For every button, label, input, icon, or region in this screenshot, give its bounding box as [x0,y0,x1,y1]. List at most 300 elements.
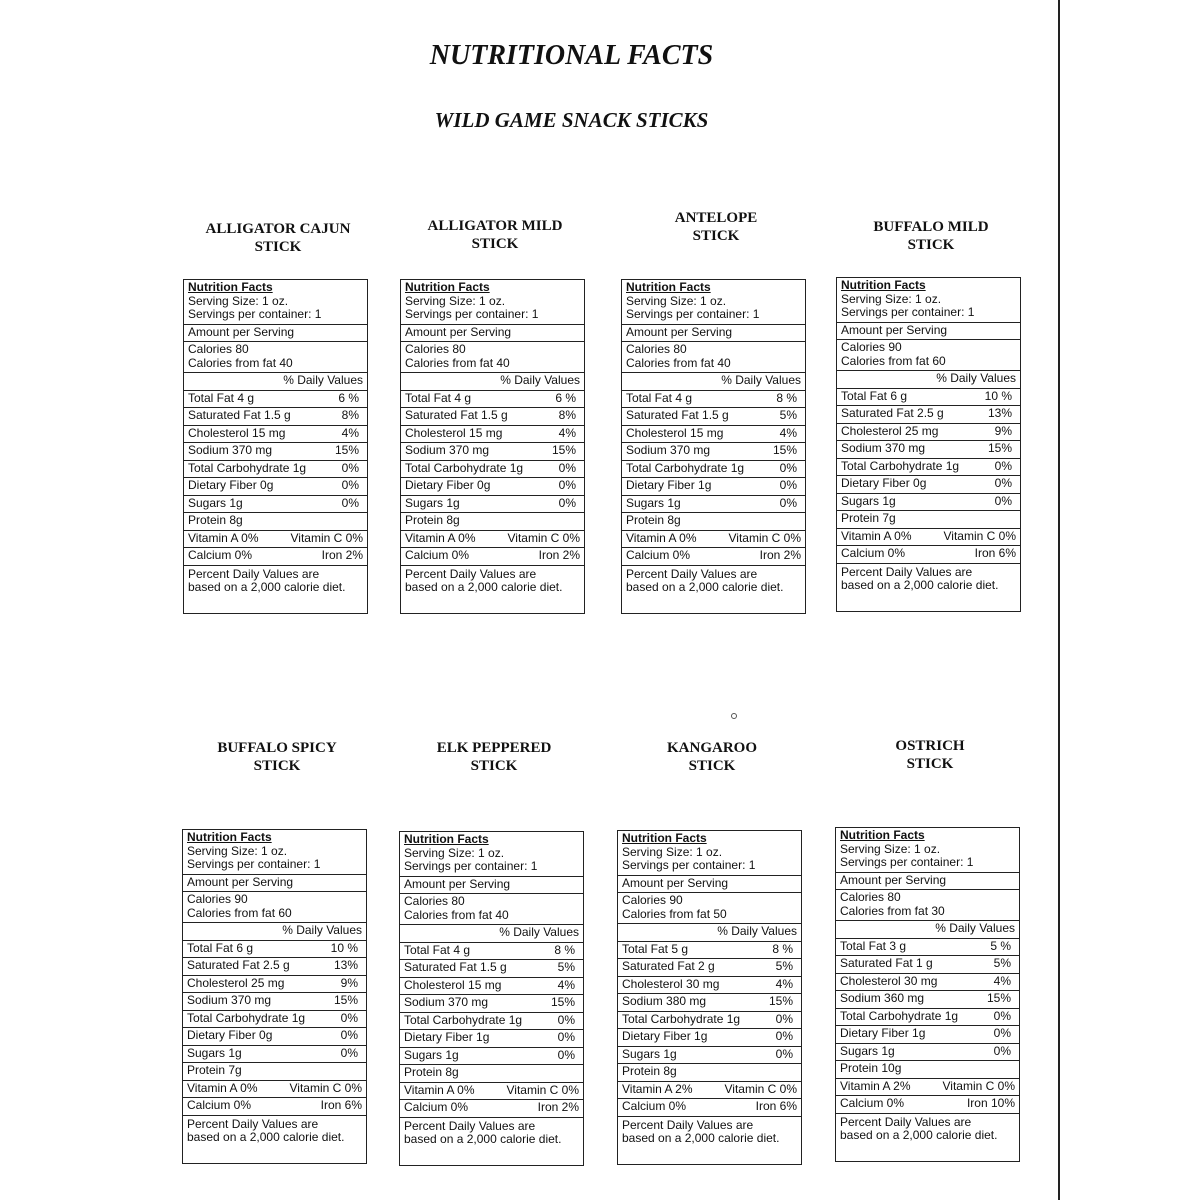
carbohydrate: Total Carbohydrate 1g [187,1010,306,1025]
nutrition-label [183,279,368,614]
saturated-fat-pct: 5% [779,408,797,422]
total-fat-pct: 6 % [555,390,576,405]
sodium-pct: 15% [550,995,575,1009]
protein: Protein 8g [622,512,805,530]
servings-per-container: Servings per container: 1 [405,307,539,321]
serving-size: Serving Size: 1 oz. [187,843,288,858]
fiber-row [836,1025,1019,1043]
vitamins-row [401,530,584,548]
cholesterol-pct: 4% [557,977,575,992]
saturated-fat: Saturated Fat 1 g [840,956,933,970]
cholesterol-pct: 4% [993,973,1011,988]
cholesterol: Cholesterol 25 mg [841,423,939,438]
product-name [597,739,827,775]
fiber: Dietary Fiber 0g [187,1028,273,1042]
footer-line2: based on a 2,000 calorie diet. [626,580,784,594]
product-name [380,217,610,253]
label-footer [183,1115,366,1163]
servings-per-container: Servings per container: 1 [626,307,760,321]
product-name-line2: STICK [470,758,518,774]
fiber-pct: 0% [558,478,576,492]
carbohydrate-row [183,1010,366,1028]
total-fat: Total Fat 4 g [405,390,472,405]
sodium-row [400,994,583,1012]
cholesterol-row [401,425,584,443]
nutrition-label [182,829,367,1164]
cholesterol-row [183,975,366,993]
sodium-row [183,992,366,1010]
carbohydrate-pct: 0% [779,460,797,475]
fiber: Dietary Fiber 0g [188,478,274,492]
daily-values-header: % Daily Values [400,924,583,942]
product-name-line2: STICK [254,239,302,255]
sodium-row [618,993,801,1011]
vitamin-c: Vitamin C 0% [289,1080,362,1095]
iron: Iron 6% [320,1098,362,1112]
sugars-row [618,1046,801,1064]
total-fat-pct: 10 % [984,388,1012,403]
vitamin-a: Vitamin A 2% [840,1078,911,1093]
product-name-line2: STICK [907,237,955,253]
total-fat-row [622,390,805,408]
protein: Protein 8g [618,1063,801,1081]
footer-line2: based on a 2,000 calorie diet. [405,580,563,594]
calcium: Calcium 0% [187,1098,252,1112]
total-fat-row [836,938,1019,956]
calories: Calories 90 [841,340,902,354]
protein: Protein 7g [183,1062,366,1080]
total-fat-row [837,388,1020,406]
product-name-line1: BUFFALO SPICY [217,740,337,756]
vitamin-a: Vitamin A 0% [405,530,476,545]
sugars-row [183,1045,366,1063]
fiber: Dietary Fiber 1g [626,478,712,492]
carbohydrate-row [184,460,367,478]
carbohydrate: Total Carbohydrate 1g [404,1012,523,1027]
nutrition-label [399,831,584,1166]
saturated-fat-pct: 8% [341,408,359,422]
nutrition-label [835,827,1020,1162]
total-fat: Total Fat 4 g [188,390,255,405]
carbohydrate-pct: 0% [994,458,1012,473]
vitamin-c: Vitamin C 0% [942,1078,1015,1093]
sugars: Sugars 1g [841,493,896,508]
sodium-row [837,440,1020,458]
cholesterol-row [622,425,805,443]
carbohydrate-row [837,458,1020,476]
product-name [162,739,392,775]
cholesterol-row [836,973,1019,991]
footer-line1: Percent Daily Values are [187,1116,319,1131]
amount-per-serving: Amount per Serving [618,875,801,893]
sodium: Sodium 370 mg [404,995,489,1009]
saturated-fat-pct: 5% [993,956,1011,970]
saturated-fat-row [837,405,1020,423]
saturated-fat: Saturated Fat 1.5 g [405,408,508,422]
saturated-fat: Saturated Fat 1.5 g [404,960,507,974]
sugars: Sugars 1g [188,495,243,510]
product-name-line1: ALLIGATOR CAJUN [205,221,351,237]
page-edge-line [1058,0,1060,1200]
minerals-row [401,547,584,565]
sodium-row [184,442,367,460]
calories-from-fat: Calories from fat 30 [840,903,945,918]
vitamins-row [400,1082,583,1100]
vitamin-c: Vitamin C 0% [507,530,580,545]
fiber: Dietary Fiber 0g [841,476,927,490]
product-name [601,209,831,245]
servings-per-container: Servings per container: 1 [622,858,756,872]
fiber-pct: 0% [775,1029,793,1043]
fiber-row [401,477,584,495]
saturated-fat-pct: 13% [987,406,1012,420]
amount-per-serving: Amount per Serving [401,324,584,342]
minerals-row [836,1095,1019,1113]
label-heading: Nutrition Facts [626,280,711,294]
protein: Protein 8g [184,512,367,530]
total-fat: Total Fat 6 g [187,940,254,955]
calcium: Calcium 0% [840,1096,905,1110]
daily-values-header: % Daily Values [183,922,366,940]
calcium: Calcium 0% [188,548,253,562]
sodium: Sodium 370 mg [405,443,490,457]
saturated-fat-row [618,958,801,976]
product-name-line2: STICK [253,758,301,774]
cholesterol-pct: 4% [779,425,797,440]
amount-per-serving: Amount per Serving [837,322,1020,340]
total-fat-row [401,390,584,408]
sodium-row [401,442,584,460]
total-fat-row [183,940,366,958]
carbohydrate: Total Carbohydrate 1g [622,1011,741,1026]
calcium: Calcium 0% [622,1099,687,1113]
sugars-pct: 0% [775,1046,793,1061]
total-fat: Total Fat 4 g [626,390,693,405]
saturated-fat-row [400,959,583,977]
saturated-fat: Saturated Fat 1.5 g [188,408,291,422]
minerals-row [400,1099,583,1117]
label-heading: Nutrition Facts [622,831,707,845]
cholesterol-row [837,423,1020,441]
saturated-fat-row [184,407,367,425]
fiber-pct: 0% [779,478,797,492]
product-name-line2: STICK [906,756,954,772]
minerals-row [184,547,367,565]
fiber-pct: 0% [993,1026,1011,1040]
cholesterol: Cholesterol 15 mg [404,977,502,992]
total-fat-row [618,941,801,959]
carbohydrate-row [622,460,805,478]
calories-from-fat: Calories from fat 60 [187,905,292,920]
daily-values-header: % Daily Values [837,370,1020,388]
fiber: Dietary Fiber 0g [405,478,491,492]
footer-line2: based on a 2,000 calorie diet. [841,578,999,592]
vitamin-c: Vitamin C 0% [724,1081,797,1096]
sugars-pct: 0% [558,495,576,510]
servings-per-container: Servings per container: 1 [404,859,538,873]
label-footer [836,1113,1019,1161]
saturated-fat: Saturated Fat 1.5 g [626,408,729,422]
product-name-line1: OSTRICH [895,738,965,754]
servings-per-container: Servings per container: 1 [187,857,321,871]
sugars-row [400,1047,583,1065]
calories-from-fat: Calories from fat 50 [622,906,727,921]
carbohydrate-pct: 0% [340,1010,358,1025]
footer-line1: Percent Daily Values are [841,564,973,579]
carbohydrate-row [400,1012,583,1030]
iron: Iron 2% [321,548,363,562]
sugars: Sugars 1g [404,1047,459,1062]
total-fat-pct: 8 % [554,942,575,957]
vitamin-a: Vitamin A 0% [187,1080,258,1095]
saturated-fat-row [401,407,584,425]
sodium: Sodium 370 mg [841,441,926,455]
footer-line1: Percent Daily Values are [626,566,758,581]
vitamin-c: Vitamin C 0% [728,530,801,545]
vitamins-row [618,1081,801,1099]
document-subtitle: WILD GAME SNACK STICKS [434,108,709,132]
label-footer [622,565,805,613]
product-name-line1: ANTELOPE [674,210,758,226]
carbohydrate-row [836,1008,1019,1026]
sugars: Sugars 1g [626,495,681,510]
vitamin-c: Vitamin C 0% [943,528,1016,543]
sugars-row [622,495,805,513]
total-fat: Total Fat 6 g [841,388,908,403]
iron: Iron 6% [974,546,1016,560]
carbohydrate-pct: 0% [557,1012,575,1027]
sodium: Sodium 370 mg [187,993,272,1007]
total-fat: Total Fat 3 g [840,938,907,953]
calories-from-fat: Calories from fat 40 [626,355,731,370]
sugars-pct: 0% [341,495,359,510]
product-name-line1: BUFFALO MILD [873,219,989,235]
calories: Calories 90 [187,892,248,906]
footer-line2: based on a 2,000 calorie diet. [622,1131,780,1145]
calcium: Calcium 0% [841,546,906,560]
label-heading: Nutrition Facts [840,828,925,842]
label-footer [837,563,1020,611]
product-name [163,220,393,256]
calories: Calories 90 [622,893,683,907]
carbohydrate: Total Carbohydrate 1g [840,1008,959,1023]
nutrition-label [617,830,802,1165]
product-name-line2: STICK [692,228,740,244]
carbohydrate-row [401,460,584,478]
sugars-pct: 0% [340,1045,358,1060]
carbohydrate-pct: 0% [341,460,359,475]
sodium: Sodium 380 mg [622,994,707,1008]
vitamin-a: Vitamin A 0% [188,530,259,545]
daily-values-header: % Daily Values [622,372,805,390]
amount-per-serving: Amount per Serving [183,874,366,892]
label-heading: Nutrition Facts [405,280,490,294]
sodium-pct: 15% [772,443,797,457]
fiber-row [837,475,1020,493]
footer-line2: based on a 2,000 calorie diet. [404,1132,562,1146]
scan-speck [731,713,737,719]
carbohydrate: Total Carbohydrate 1g [188,460,307,475]
calcium: Calcium 0% [405,548,470,562]
cholesterol: Cholesterol 15 mg [405,425,503,440]
vitamins-row [184,530,367,548]
carbohydrate-pct: 0% [993,1008,1011,1023]
amount-per-serving: Amount per Serving [400,876,583,894]
nutrition-label [621,279,806,614]
daily-values-header: % Daily Values [401,372,584,390]
total-fat-row [184,390,367,408]
sodium-pct: 15% [551,443,576,457]
footer-line1: Percent Daily Values are [622,1117,754,1132]
sugars-pct: 0% [993,1043,1011,1058]
footer-line1: Percent Daily Values are [840,1114,972,1129]
carbohydrate-row [618,1011,801,1029]
sodium: Sodium 360 mg [840,991,925,1005]
vitamins-row [837,528,1020,546]
carbohydrate-pct: 0% [775,1011,793,1026]
footer-line1: Percent Daily Values are [188,566,320,581]
product-name [379,739,609,775]
saturated-fat-row [183,957,366,975]
carbohydrate: Total Carbohydrate 1g [841,458,960,473]
protein: Protein 8g [400,1064,583,1082]
sugars: Sugars 1g [405,495,460,510]
serving-size: Serving Size: 1 oz. [404,845,505,860]
vitamin-c: Vitamin C 0% [290,530,363,545]
saturated-fat-pct: 5% [557,960,575,974]
sodium-pct: 15% [333,993,358,1007]
serving-size: Serving Size: 1 oz. [626,293,727,308]
protein: Protein 10g [836,1060,1019,1078]
sugars-pct: 0% [994,493,1012,508]
calcium: Calcium 0% [626,548,691,562]
serving-size: Serving Size: 1 oz. [841,291,942,306]
minerals-row [622,547,805,565]
cholesterol-row [184,425,367,443]
sugars: Sugars 1g [840,1043,895,1058]
calories: Calories 80 [404,894,465,908]
label-footer [400,1117,583,1165]
vitamin-c: Vitamin C 0% [506,1082,579,1097]
daily-values-header: % Daily Values [618,923,801,941]
serving-size: Serving Size: 1 oz. [405,293,506,308]
document-title: NUTRITIONAL FACTS [429,40,714,71]
cholesterol-row [400,977,583,995]
calories-from-fat: Calories from fat 40 [405,355,510,370]
calories-from-fat: Calories from fat 60 [841,353,946,368]
iron: Iron 2% [538,548,580,562]
sugars-row [836,1043,1019,1061]
label-heading: Nutrition Facts [187,830,272,844]
cholesterol-pct: 4% [558,425,576,440]
sodium-pct: 15% [768,994,793,1008]
fiber-pct: 0% [341,478,359,492]
cholesterol: Cholesterol 30 mg [622,976,720,991]
sodium: Sodium 370 mg [626,443,711,457]
fiber-row [183,1027,366,1045]
product-name-line1: ALLIGATOR MILD [427,218,563,234]
sodium-pct: 15% [986,991,1011,1005]
sugars: Sugars 1g [187,1045,242,1060]
iron: Iron 2% [537,1100,579,1114]
cholesterol: Cholesterol 15 mg [626,425,724,440]
nutrition-label [836,277,1021,612]
vitamin-a: Vitamin A 0% [404,1082,475,1097]
calories: Calories 80 [840,890,901,904]
calories-from-fat: Calories from fat 40 [188,355,293,370]
saturated-fat-pct: 8% [558,408,576,422]
sugars: Sugars 1g [622,1046,677,1061]
label-footer [401,565,584,613]
sugars-row [837,493,1020,511]
total-fat: Total Fat 4 g [404,942,471,957]
product-name [816,218,1046,254]
sodium-pct: 15% [334,443,359,457]
fiber-pct: 0% [994,476,1012,490]
fiber-pct: 0% [340,1028,358,1042]
cholesterol-pct: 4% [775,976,793,991]
product-name-line2: STICK [471,236,519,252]
label-heading: Nutrition Facts [841,278,926,292]
total-fat-pct: 8 % [772,941,793,956]
protein: Protein 8g [401,512,584,530]
fiber: Dietary Fiber 1g [404,1030,490,1044]
sugars-pct: 0% [557,1047,575,1062]
product-name-line1: ELK PEPPERED [436,740,552,756]
cholesterol-pct: 4% [341,425,359,440]
cholesterol-pct: 9% [994,423,1012,438]
fiber-row [400,1029,583,1047]
product-name-line2: STICK [688,758,736,774]
saturated-fat: Saturated Fat 2.5 g [187,958,290,972]
daily-values-header: % Daily Values [184,372,367,390]
sodium: Sodium 370 mg [188,443,273,457]
total-fat-pct: 6 % [338,390,359,405]
iron: Iron 10% [966,1096,1015,1110]
nutrition-label [400,279,585,614]
vitamin-a: Vitamin A 0% [626,530,697,545]
servings-per-container: Servings per container: 1 [841,305,975,319]
saturated-fat-row [622,407,805,425]
carbohydrate-pct: 0% [558,460,576,475]
total-fat-pct: 10 % [330,940,358,955]
cholesterol-row [618,976,801,994]
calcium: Calcium 0% [404,1100,469,1114]
sodium-row [622,442,805,460]
iron: Iron 2% [759,548,801,562]
protein: Protein 7g [837,510,1020,528]
vitamin-a: Vitamin A 0% [841,528,912,543]
serving-size: Serving Size: 1 oz. [622,844,723,859]
fiber: Dietary Fiber 1g [622,1029,708,1043]
vitamin-a: Vitamin A 2% [622,1081,693,1096]
serving-size: Serving Size: 1 oz. [188,293,289,308]
amount-per-serving: Amount per Serving [184,324,367,342]
amount-per-serving: Amount per Serving [836,872,1019,890]
daily-values-header: % Daily Values [836,920,1019,938]
fiber-pct: 0% [557,1030,575,1044]
sodium-pct: 15% [987,441,1012,455]
footer-line1: Percent Daily Values are [405,566,537,581]
calories: Calories 80 [188,342,249,356]
servings-per-container: Servings per container: 1 [840,855,974,869]
vitamins-row [836,1078,1019,1096]
iron: Iron 6% [755,1099,797,1113]
footer-line1: Percent Daily Values are [404,1118,536,1133]
sugars-row [401,495,584,513]
saturated-fat-pct: 13% [333,958,358,972]
footer-line2: based on a 2,000 calorie diet. [188,580,346,594]
